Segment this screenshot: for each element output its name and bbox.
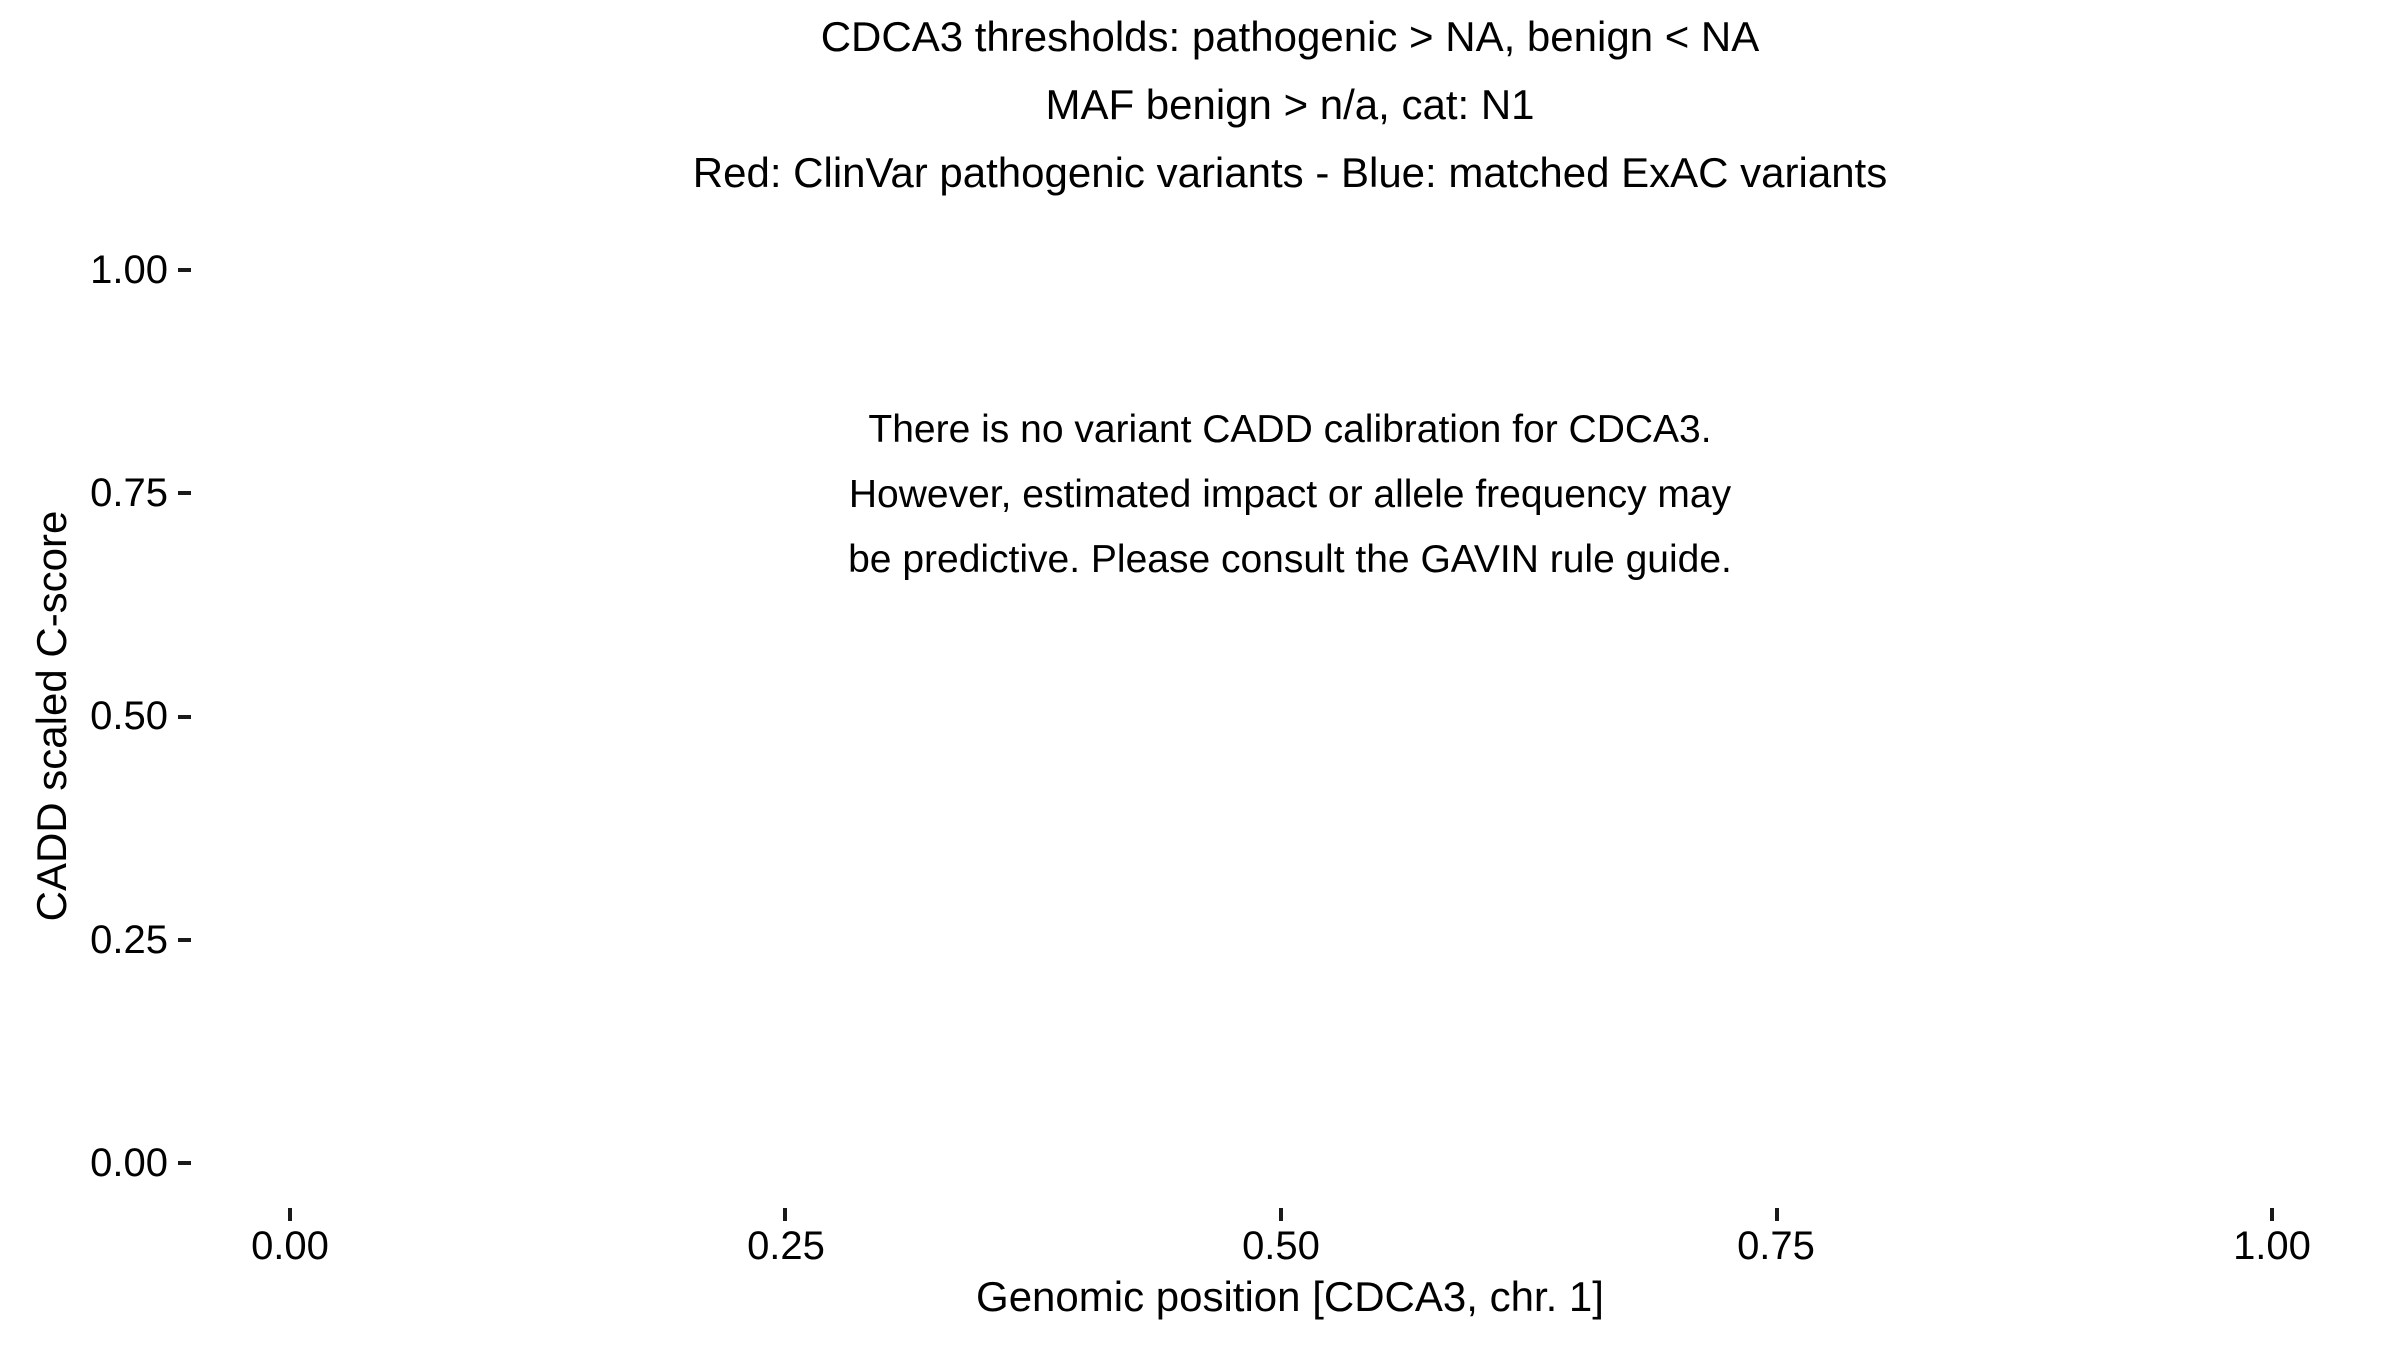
y-tick-label-1.00: 1.00 [90, 248, 168, 292]
no-calibration-message-line-2: However, estimated impact or allele frequency may [848, 473, 1732, 516]
no-calibration-message-line-1: There is no variant CADD calibration for CDCA3. [868, 408, 1712, 451]
x-axis-title: Genomic position [CDCA3, chr. 1] [976, 1273, 1604, 1320]
y-tick-mark-0.00 [178, 1161, 191, 1165]
x-tick-label-0.50: 0.50 [1242, 1224, 1320, 1268]
y-axis-title: CADD scaled C-score [28, 510, 75, 922]
no-calibration-message-line-3: be predictive. Please consult the GAVIN rule guide. [848, 538, 1732, 581]
x-tick-mark-0.75 [1775, 1208, 1779, 1221]
x-tick-mark-1.00 [2270, 1208, 2274, 1221]
x-tick-label-1.00: 1.00 [2233, 1224, 2311, 1268]
y-tick-label-0.75: 0.75 [90, 471, 168, 515]
y-tick-mark-0.50 [178, 715, 191, 719]
y-tick-mark-0.25 [178, 938, 191, 942]
no-calibration-message [190, 397, 2390, 592]
plot-title-line-thresholds: CDCA3 thresholds: pathogenic > NA, benign < NA [820, 13, 1760, 60]
y-tick-label-0.50: 0.50 [90, 694, 168, 738]
y-tick-mark-1.00 [178, 268, 191, 272]
x-tick-label-0.00: 0.00 [251, 1224, 329, 1268]
y-tick-label-0.00: 0.00 [90, 1141, 168, 1185]
plot-title-line-maf: MAF benign > n/a, cat: N1 [1045, 81, 1535, 128]
x-tick-label-0.75: 0.75 [1737, 1224, 1815, 1268]
x-tick-label-0.25: 0.25 [747, 1224, 825, 1268]
x-tick-mark-0.50 [1279, 1208, 1283, 1221]
plot-title [190, 3, 2390, 207]
plot-title-line-legend: Red: ClinVar pathogenic variants - Blue: matched ExAC variants [692, 149, 1888, 196]
x-tick-mark-0.00 [288, 1208, 292, 1221]
x-tick-mark-0.25 [783, 1208, 787, 1221]
y-tick-mark-0.75 [178, 491, 191, 495]
y-tick-label-0.25: 0.25 [90, 918, 168, 962]
plot-panel [191, 225, 2371, 1208]
